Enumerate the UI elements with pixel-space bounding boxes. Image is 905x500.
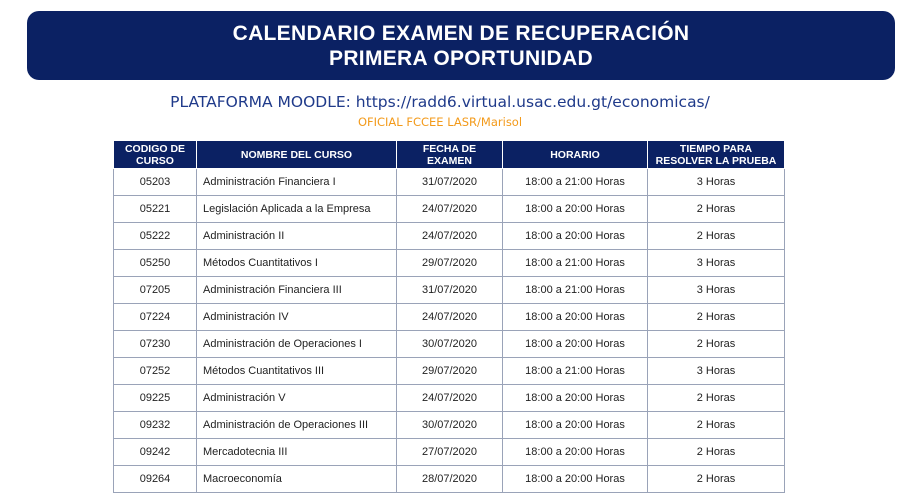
cell-horario: 18:00 a 20:00 Horas [503,304,648,331]
table-row [114,169,785,196]
cell-nombre: Administración de Operaciones III [197,412,397,439]
cell-codigo: 09225 [114,385,197,412]
cell-nombre: Métodos Cuantitativos I [197,250,397,277]
cell-nombre: Mercadotecnia III [197,439,397,466]
cell-horario: 18:00 a 20:00 Horas [503,223,648,250]
cell-tiempo: 2 Horas [648,385,785,412]
cell-horario: 18:00 a 21:00 Horas [503,169,648,196]
cell-tiempo: 2 Horas [648,412,785,439]
table-header-row [114,141,785,169]
header-tiempo [648,141,785,169]
header-nombre: NOMBRE DEL CURSO [197,141,397,169]
cell-tiempo: 2 Horas [648,439,785,466]
cell-tiempo: 2 Horas [648,196,785,223]
header-codigo-line-1: CODIGO DE [124,142,186,155]
cell-codigo: 07224 [114,304,197,331]
cell-fecha: 29/07/2020 [397,358,503,385]
table-row [114,196,785,223]
table-row [114,466,785,493]
cell-fecha: 29/07/2020 [397,250,503,277]
cell-codigo: 07252 [114,358,197,385]
cell-codigo: 05203 [114,169,197,196]
cell-tiempo: 2 Horas [648,223,785,250]
table-row [114,439,785,466]
title-line-1: CALENDARIO EXAMEN DE RECUPERACIÓN [232,21,690,45]
cell-codigo: 05222 [114,223,197,250]
cell-nombre: Administración Financiera I [197,169,397,196]
cell-fecha: 31/07/2020 [397,277,503,304]
header-tiempo-line-2: RESOLVER LA PRUEBA [655,154,777,167]
table-row [114,412,785,439]
cell-horario: 18:00 a 20:00 Horas [503,412,648,439]
platform-url-link[interactable]: https://radd6.virtual.usac.edu.gt/economicas/ [355,93,710,111]
cell-fecha: 30/07/2020 [397,331,503,358]
exam-schedule-table [113,140,785,493]
cell-nombre: Legislación Aplicada a la Empresa [197,196,397,223]
cell-horario: 18:00 a 20:00 Horas [503,439,648,466]
cell-nombre: Administración II [197,223,397,250]
platform-label: PLATAFORMA MOODLE: [170,93,356,111]
cell-nombre: Administración IV [197,304,397,331]
cell-tiempo: 2 Horas [648,466,785,493]
title-line-2: PRIMERA OPORTUNIDAD [329,46,593,70]
table-row [114,304,785,331]
cell-fecha: 24/07/2020 [397,385,503,412]
cell-fecha: 31/07/2020 [397,169,503,196]
cell-codigo: 09264 [114,466,197,493]
cell-fecha: 24/07/2020 [397,223,503,250]
table-row [114,223,785,250]
cell-tiempo: 3 Horas [648,250,785,277]
cell-fecha: 27/07/2020 [397,439,503,466]
header-tiempo-line-1: TIEMPO PARA [679,142,753,155]
cell-codigo: 07205 [114,277,197,304]
platform-line [0,93,880,111]
header-codigo [114,141,197,169]
header-fecha [397,141,503,169]
table-row [114,331,785,358]
table-row [114,385,785,412]
table-row [114,250,785,277]
oficial-note: OFICIAL FCCEE LASR/Marisol [357,115,523,129]
cell-horario: 18:00 a 21:00 Horas [503,277,648,304]
cell-tiempo: 3 Horas [648,358,785,385]
cell-codigo: 09232 [114,412,197,439]
cell-fecha: 28/07/2020 [397,466,503,493]
cell-tiempo: 2 Horas [648,304,785,331]
cell-codigo: 07230 [114,331,197,358]
cell-fecha: 30/07/2020 [397,412,503,439]
cell-nombre: Administración de Operaciones I [197,331,397,358]
title-banner [27,11,895,80]
cell-fecha: 24/07/2020 [397,196,503,223]
cell-horario: 18:00 a 20:00 Horas [503,196,648,223]
header-horario: HORARIO [503,141,648,169]
cell-nombre: Administración V [197,385,397,412]
cell-codigo: 09242 [114,439,197,466]
header-fecha-line-1: FECHA DE [422,142,477,155]
cell-fecha: 24/07/2020 [397,304,503,331]
cell-tiempo: 3 Horas [648,277,785,304]
cell-nombre: Administración Financiera III [197,277,397,304]
cell-horario: 18:00 a 20:00 Horas [503,466,648,493]
cell-horario: 18:00 a 21:00 Horas [503,358,648,385]
header-codigo-line-2: CURSO [136,154,174,167]
cell-tiempo: 2 Horas [648,331,785,358]
table-row [114,277,785,304]
cell-horario: 18:00 a 20:00 Horas [503,385,648,412]
cell-horario: 18:00 a 21:00 Horas [503,250,648,277]
cell-horario: 18:00 a 20:00 Horas [503,331,648,358]
header-fecha-line-2: EXAMEN [427,154,472,167]
cell-tiempo: 3 Horas [648,169,785,196]
cell-nombre: Macroeconomía [197,466,397,493]
cell-codigo: 05221 [114,196,197,223]
table-row [114,358,785,385]
cell-codigo: 05250 [114,250,197,277]
cell-nombre: Métodos Cuantitativos III [197,358,397,385]
